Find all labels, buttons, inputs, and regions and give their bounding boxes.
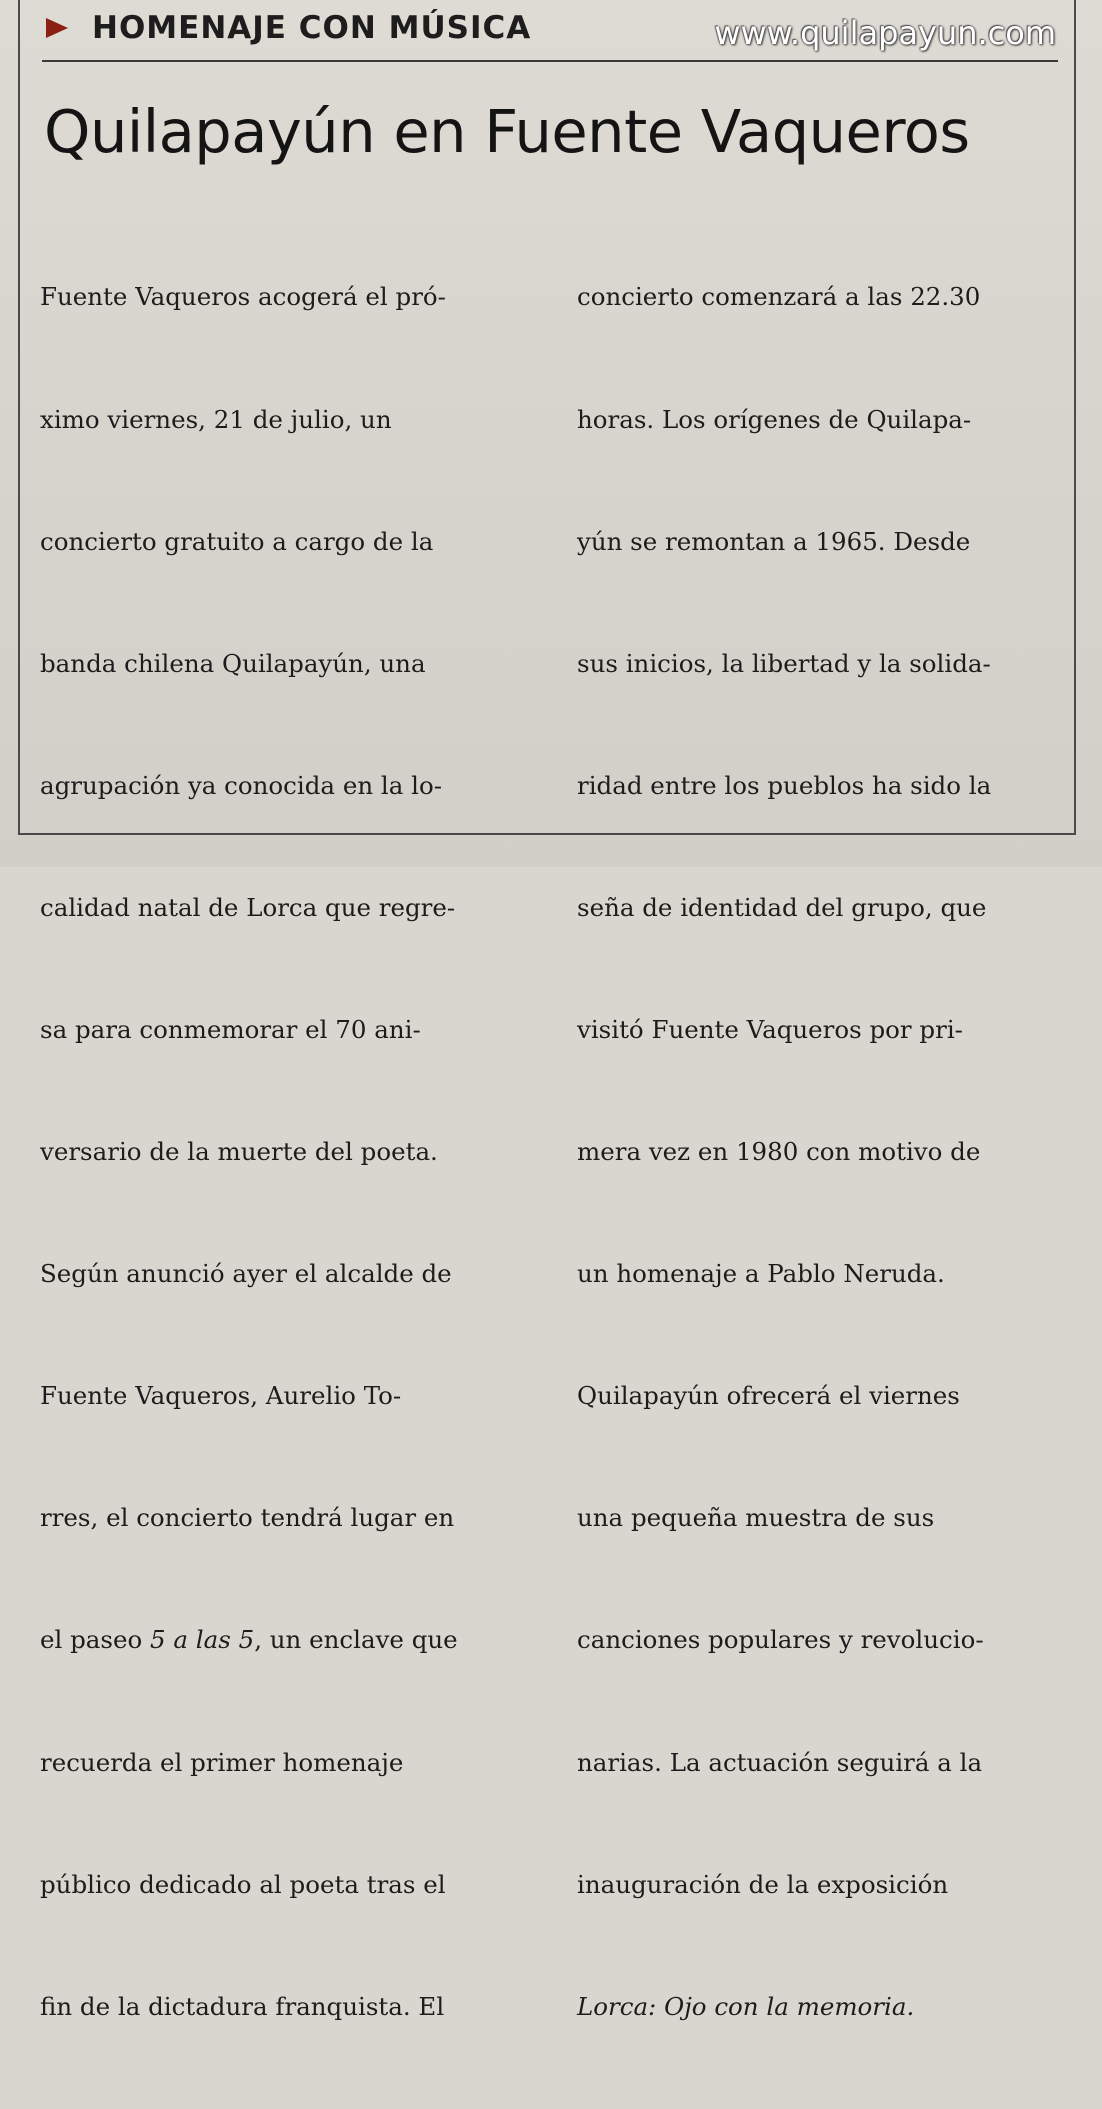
body-text: el paseo (40, 1625, 151, 1655)
body-line: inauguración de la exposición (577, 1869, 949, 1899)
body-line: visitó Fuente Vaqueros por pri- (577, 1014, 963, 1044)
body-line: horas. Los orígenes de Quilapa- (577, 404, 972, 434)
body-line: mera vez en 1980 con motivo de (577, 1137, 981, 1167)
body-line: una pequeña muestra de sus (577, 1503, 935, 1533)
body-line: concierto gratuito a cargo de la (40, 526, 434, 556)
body-line: narias. La actuación seguirá a la (577, 1747, 983, 1777)
body-line: seña de identidad del grupo, que (577, 892, 987, 922)
body-line: sus inicios, la libertad y la solida- (577, 648, 991, 678)
body-line: concierto comenzará a las 22.30 (577, 282, 981, 312)
body-line: agrupación ya conocida en la lo- (40, 770, 442, 800)
article-headline: Quilapayún en Fuente Vaqueros (44, 97, 970, 166)
place-name-italic: 5 a las 5 (150, 1625, 255, 1655)
body-line: calidad natal de Lorca que regre- (40, 892, 456, 922)
body-line: un homenaje a Pablo Neruda. (577, 1259, 945, 1289)
body-line: Fuente Vaqueros acogerá el pró- (40, 282, 446, 312)
body-line: versario de la muerte del poeta. (40, 1137, 438, 1167)
exhibition-title-italic: Lorca: Ojo con la memoria. (577, 1991, 915, 2021)
body-line: recuerda el primer homenaje (40, 1747, 404, 1777)
watermark: www.quilapayun.com (714, 14, 1056, 52)
body-line: canciones populares y revolucio- (577, 1625, 984, 1655)
section-marker-icon (46, 18, 68, 38)
body-line: Según anunció ayer el alcalde de (40, 1259, 452, 1289)
article-column-right (577, 196, 1067, 2109)
body-line: sa para conmemorar el 70 ani- (40, 1014, 421, 1044)
body-text: , un enclave que (254, 1625, 458, 1655)
body-line: público dedicado al poeta tras el (40, 1869, 446, 1899)
section-header (46, 6, 531, 50)
body-line: Fuente Vaqueros, Aurelio To- (40, 1381, 402, 1411)
body-line: yún se remontan a 1965. Desde (577, 526, 971, 556)
body-line-with-place-name (40, 1620, 540, 1661)
body-line: Quilapayún ofrecerá el viernes (577, 1381, 960, 1411)
header-rule (42, 60, 1058, 62)
article-column-left (40, 196, 540, 2109)
section-label: HOMENAJE CON MÚSICA (92, 10, 532, 46)
body-line: rres, el concierto tendrá lugar en (40, 1503, 455, 1533)
body-line: ridad entre los pueblos ha sido la (577, 770, 992, 800)
body-line: fin de la dictadura franquista. El (40, 1991, 445, 2021)
body-line: ximo viernes, 21 de julio, un (40, 404, 392, 434)
body-line: banda chilena Quilapayún, una (40, 648, 426, 678)
